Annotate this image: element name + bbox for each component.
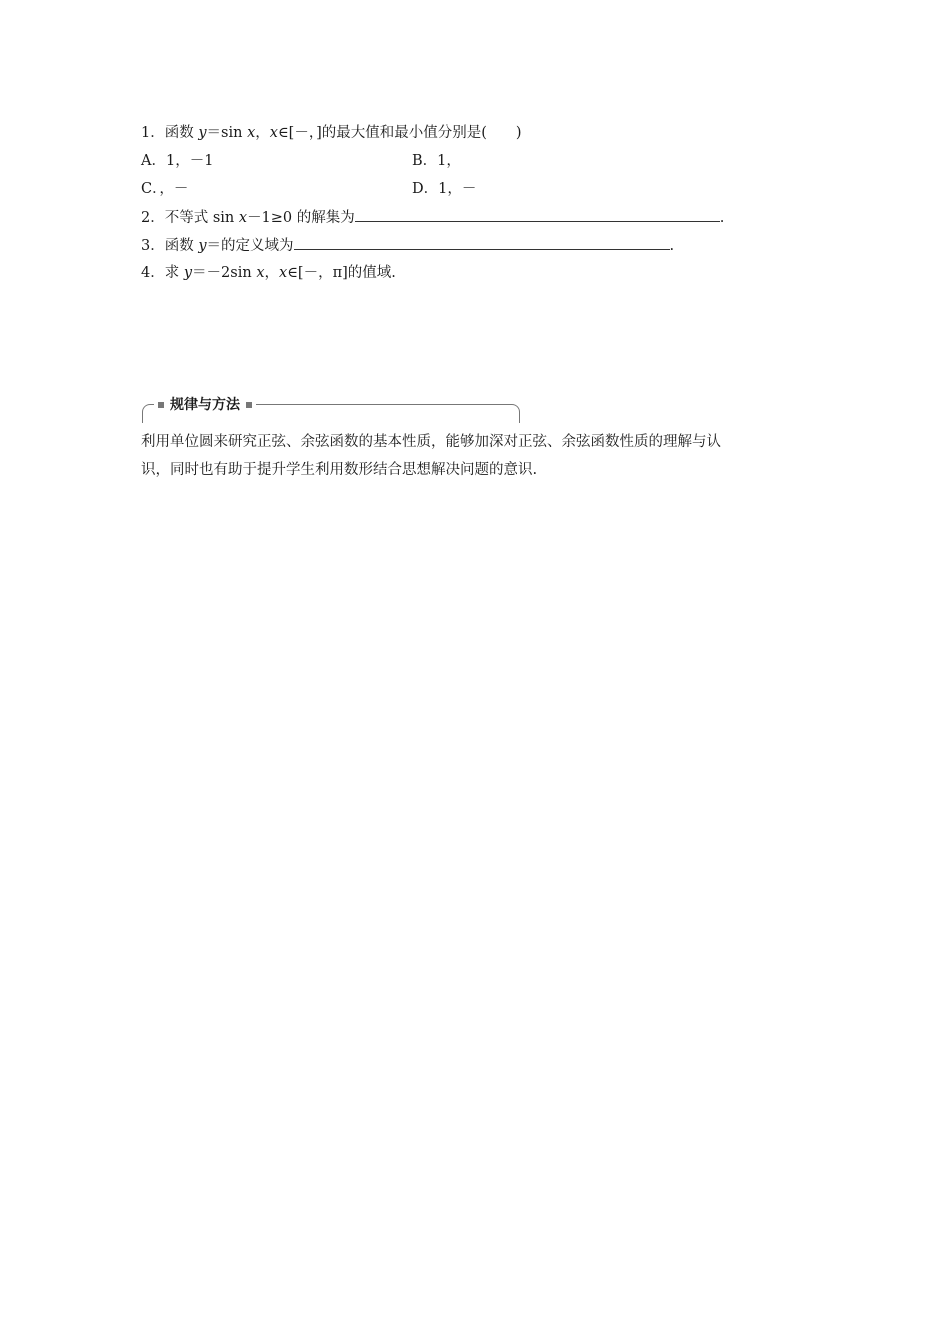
question-text: ＝的定义域为 xyxy=(206,238,294,254)
question-text: －1≥0 的解集为 xyxy=(247,210,355,226)
variable-x: x xyxy=(269,125,278,141)
square-bullet-icon xyxy=(158,402,164,408)
question-number: 2． xyxy=(141,210,165,226)
question-number: 1． xyxy=(141,125,165,141)
option-d: D．1，－ xyxy=(412,181,477,197)
answer-blank[interactable] xyxy=(294,235,670,250)
section-header xyxy=(154,395,256,415)
answer-blank[interactable] xyxy=(355,207,720,222)
variable-y: y xyxy=(183,265,193,281)
question-text: ∈[－，π]的值域. xyxy=(287,265,396,281)
variable-x: x xyxy=(247,125,256,141)
question-text: ， xyxy=(255,125,270,141)
question-text: ＝－2sin xyxy=(192,265,257,281)
question-number: 3． xyxy=(141,238,165,254)
variable-x: x xyxy=(256,265,265,281)
question-text: 不等式 sin xyxy=(164,210,239,226)
question-3 xyxy=(141,235,674,256)
variable-x: x xyxy=(279,265,288,281)
question-text: 函数 xyxy=(164,125,199,141)
question-text: ∈[－，]的最大值和最小值分别是( ) xyxy=(277,125,522,141)
variable-x: x xyxy=(238,210,248,226)
question-1 xyxy=(141,123,522,143)
end-period: . xyxy=(719,210,725,226)
question-text: 求 xyxy=(164,265,184,281)
variable-y: y xyxy=(198,125,207,141)
question-4 xyxy=(141,263,396,283)
question-text: ＝sin xyxy=(206,125,248,141)
section-title: 规律与方法 xyxy=(170,397,240,413)
section-paragraph xyxy=(141,428,821,484)
option-a: A．1，－1 xyxy=(141,153,214,169)
question-text: ， xyxy=(264,265,279,281)
question-number: 4． xyxy=(141,265,165,281)
paragraph-line-2: 识，同时也有助于提升学生利用数形结合思想解决问题的意识. xyxy=(141,462,538,478)
question-text: 函数 xyxy=(164,238,199,254)
option-b: B．1， xyxy=(412,153,461,169)
variable-y: y xyxy=(198,238,207,254)
question-2 xyxy=(141,207,724,228)
option-c: C．，－ xyxy=(141,181,189,197)
square-bullet-icon xyxy=(246,402,252,408)
paragraph-line-1: 利用单位圆来研究正弦、余弦函数的基本性质，能够加深对正弦、余弦函数性质的理解与认 xyxy=(141,434,721,450)
end-period: . xyxy=(669,238,675,254)
